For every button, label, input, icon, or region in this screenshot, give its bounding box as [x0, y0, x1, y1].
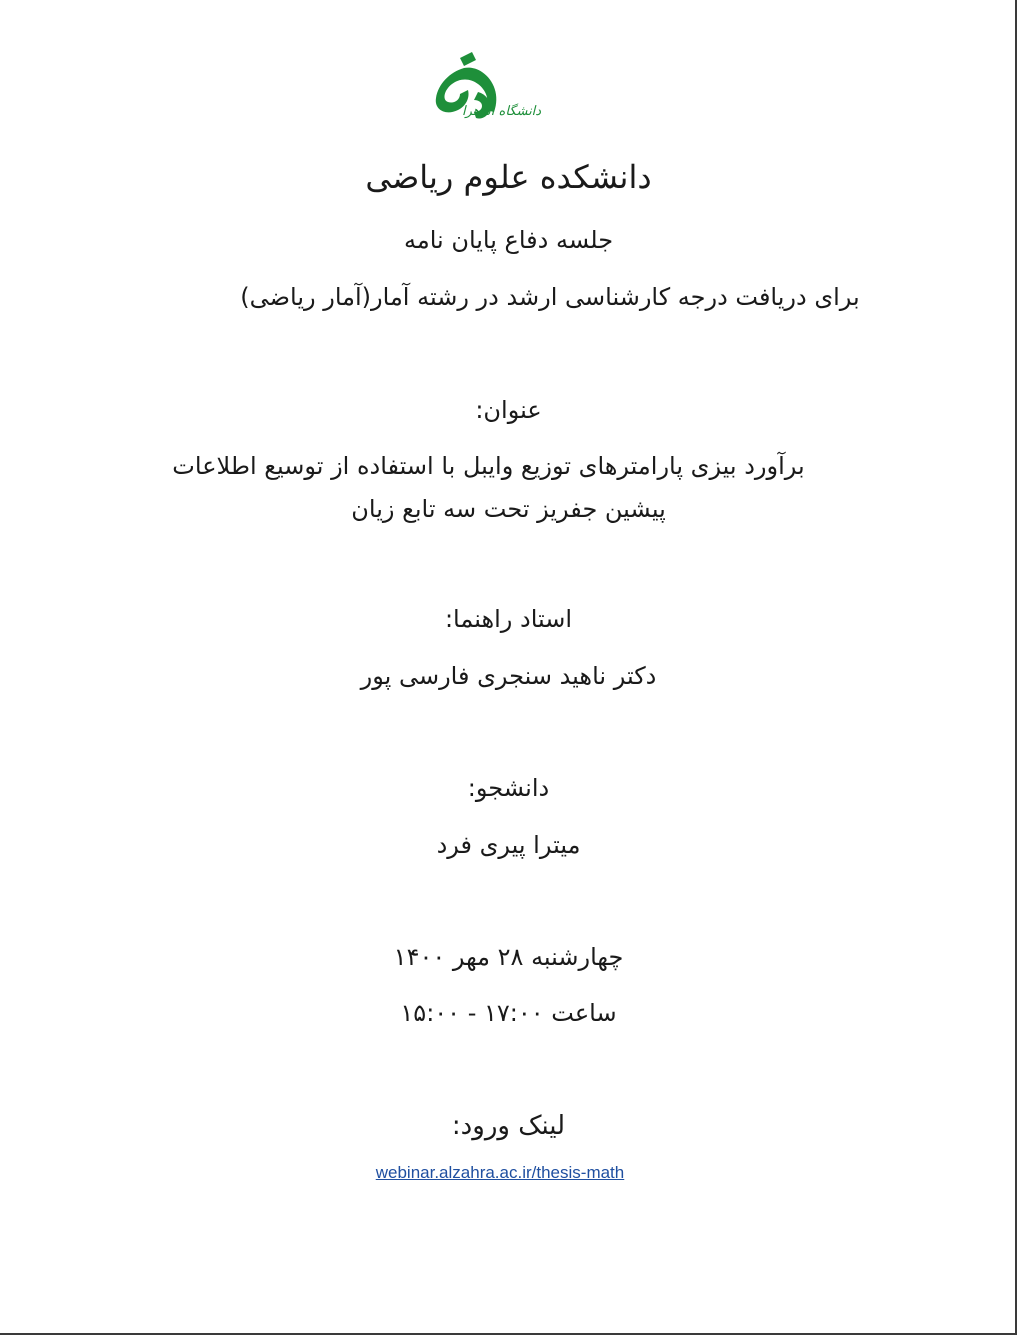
- logo-text: دانشگاه الزهرا: [462, 104, 542, 119]
- degree-text: برای دریافت درجه کارشناسی ارشد در رشته آمار(آمار ریاضی): [240, 283, 860, 311]
- defense-date: چهارشنبه ۲۸ مهر ۱۴۰۰: [393, 943, 624, 971]
- thesis-title-label: عنوان:: [475, 396, 542, 424]
- student-name: میترا پیری فرد: [436, 831, 581, 859]
- thesis-title-line-2: پیشین جفریز تحت سه تابع زیان: [351, 495, 666, 523]
- student-label: دانشجو:: [467, 774, 550, 802]
- faculty-heading: دانشکده علوم ریاضی: [365, 158, 652, 196]
- thesis-title-line-1: برآورد بیزی پارامترهای توزیع وایبل با استفاده از توسیع اطلاعات: [172, 452, 805, 480]
- advisor-label: استاد راهنما:: [444, 605, 573, 633]
- university-logo-icon: [430, 50, 570, 135]
- webinar-link[interactable]: webinar.alzahra.ac.ir/thesis-math: [375, 1163, 625, 1182]
- defense-time: ساعت ۱۷:۰۰ - ۱۵:۰۰: [400, 999, 617, 1027]
- session-title: جلسه دفاع پایان نامه: [403, 226, 614, 254]
- advisor-name: دکتر ناهید سنجری فارسی پور: [360, 662, 657, 690]
- link-label: لینک ورود:: [451, 1111, 566, 1141]
